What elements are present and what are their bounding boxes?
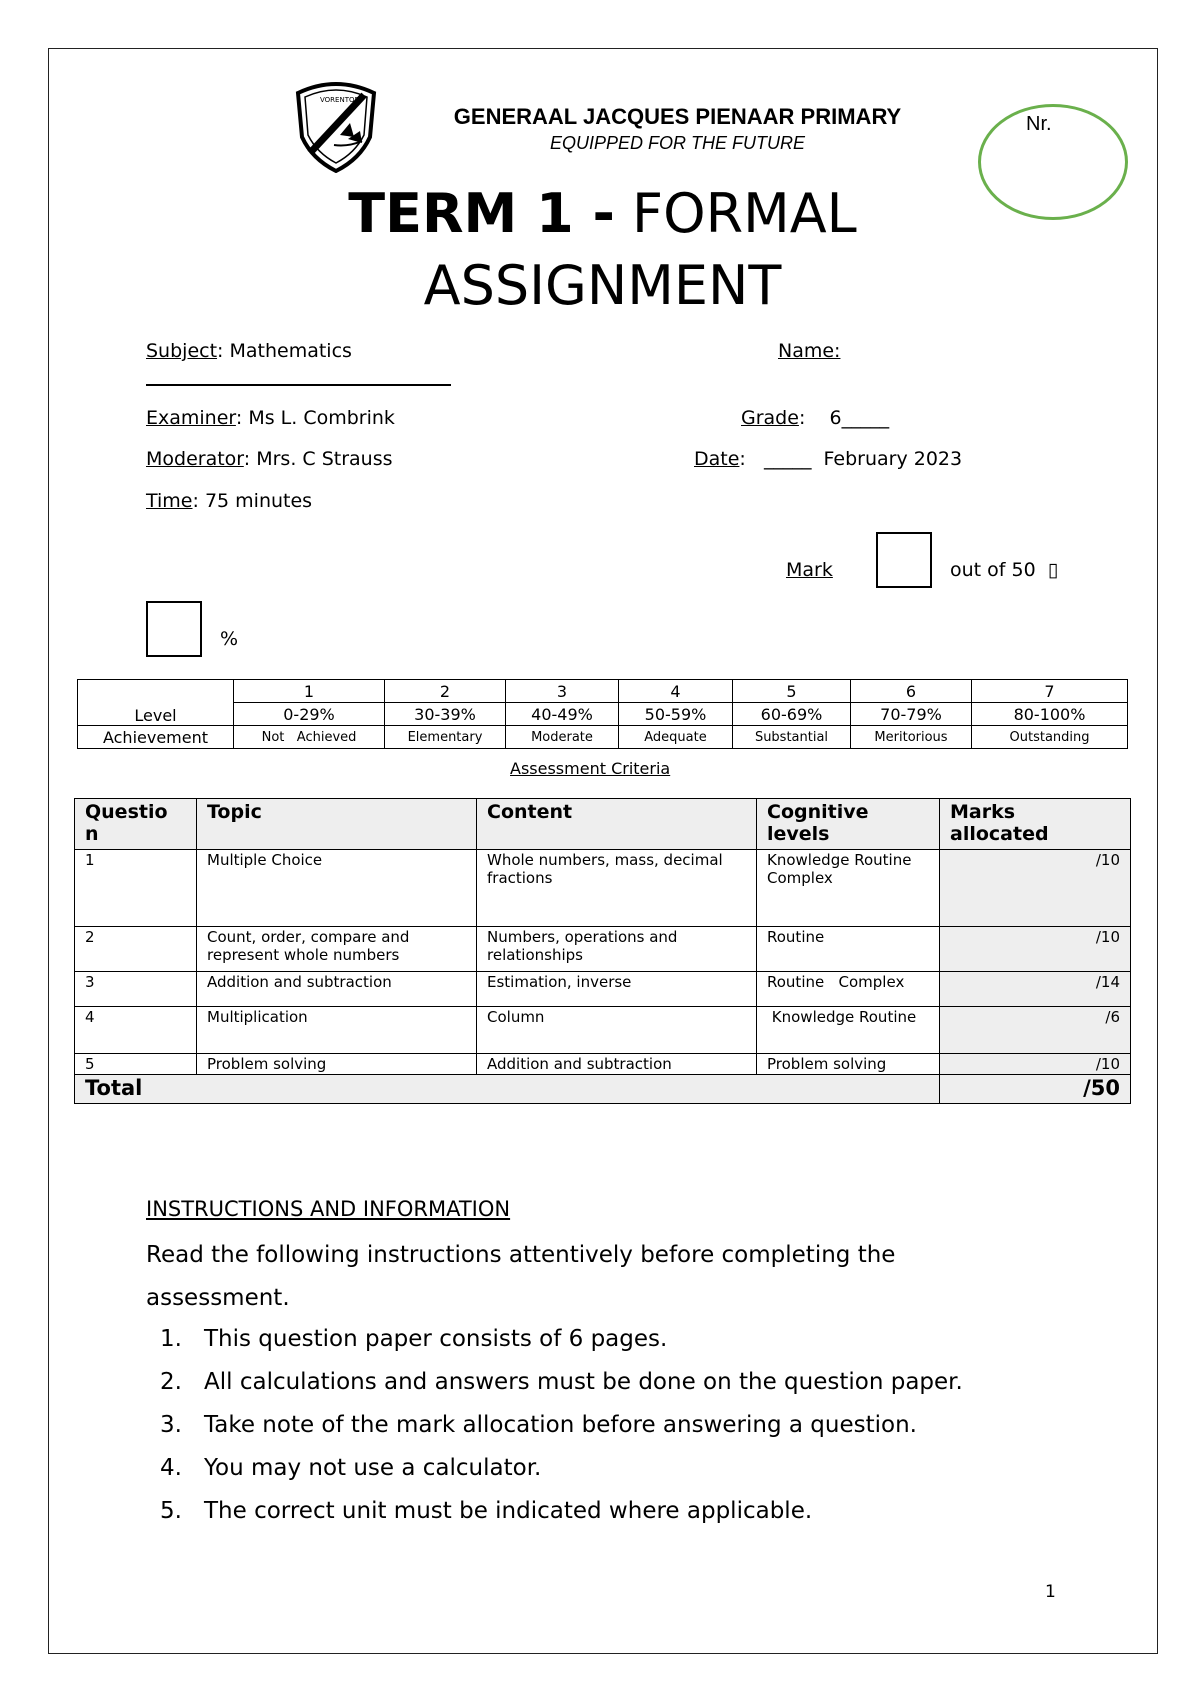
table-row	[75, 850, 1131, 927]
topic-cell: Problem solving	[197, 1054, 477, 1075]
level-range: 80-100%	[972, 703, 1128, 726]
level-description: Not Achieved	[234, 726, 385, 749]
title-assignment: ASSIGNMENT	[423, 254, 782, 317]
instruction-text: All calculations and answers must be done on the question paper.	[204, 1369, 963, 1395]
column-header: Content	[477, 799, 757, 850]
instruction-text: This question paper consists of 6 pages.	[204, 1326, 668, 1352]
question-cell: 4	[75, 1007, 197, 1054]
title-formal: FORMAL	[614, 182, 857, 245]
instruction-text: Take note of the mark allocation before answering a question.	[204, 1412, 917, 1438]
number-circle	[978, 104, 1128, 220]
examiner-field	[146, 407, 395, 429]
level-range: 40-49%	[506, 703, 619, 726]
column-header: Questio n	[75, 799, 197, 850]
school-name: GENERAAL JACQUES PIENAAR PRIMARY	[453, 104, 902, 129]
grade-label: Grade	[741, 407, 799, 429]
cognitive-cell: Routine Complex	[757, 972, 940, 1007]
level-number: 1	[234, 680, 385, 703]
list-item: 1. This question paper consists of 6 pages.	[160, 1318, 963, 1361]
cognitive-cell: Knowledge Routine Complex	[757, 850, 940, 927]
topic-cell: Addition and subtraction	[197, 972, 477, 1007]
level-range: 50-59%	[619, 703, 733, 726]
level-description: Adequate	[619, 726, 733, 749]
level-number: 3	[506, 680, 619, 703]
examiner-label: Examiner	[146, 407, 236, 429]
date-label: Date	[694, 448, 740, 470]
crest-motto: VORENTOE	[320, 96, 359, 104]
total-label: Total	[75, 1075, 940, 1104]
name-answer-line[interactable]	[146, 384, 451, 386]
table-row	[75, 972, 1131, 1007]
school-crest-logo	[290, 75, 382, 173]
cognitive-cell: Problem solving	[757, 1054, 940, 1075]
percent-label: %	[220, 628, 239, 650]
column-header: Topic	[197, 799, 477, 850]
percent-box[interactable]	[146, 601, 202, 657]
level-number: 7	[972, 680, 1128, 703]
level-number: 5	[733, 680, 851, 703]
content-cell: Column	[477, 1007, 757, 1054]
date-value: : _____ February 2023	[739, 448, 963, 470]
table-row	[75, 1007, 1131, 1054]
achievement-levels-table	[77, 679, 1128, 749]
level-description: Substantial	[733, 726, 851, 749]
question-cell: 5	[75, 1054, 197, 1075]
marks-cell: /10	[940, 850, 1131, 927]
level-label: Level	[78, 680, 234, 726]
page-number: 1	[1045, 1582, 1056, 1602]
subject-label: Subject	[146, 340, 218, 362]
instruction-text: You may not use a calculator.	[204, 1455, 542, 1481]
marks-cell: /14	[940, 972, 1131, 1007]
list-item: 2. All calculations and answers must be done on the question paper.	[160, 1361, 963, 1404]
moderator-label: Moderator	[146, 448, 244, 470]
topic-cell: Count, order, compare and represent whole numbers	[197, 927, 477, 972]
list-item: 3. Take note of the mark allocation before answering a question.	[160, 1404, 963, 1447]
assessment-criteria-caption: Assessment Criteria	[510, 759, 671, 778]
mark-box[interactable]	[876, 532, 932, 588]
examiner-value: : Ms L. Combrink	[235, 407, 395, 429]
moderator-field	[146, 448, 393, 470]
level-number: 4	[619, 680, 733, 703]
column-header: Cognitive levels	[757, 799, 940, 850]
subject-value: : Mathematics	[217, 340, 352, 362]
grade-field[interactable]	[741, 407, 889, 429]
marks-cell: /6	[940, 1007, 1131, 1054]
table-row	[75, 1054, 1131, 1075]
number-label: Nr.	[1026, 113, 1052, 135]
level-range: 30-39%	[385, 703, 506, 726]
total-value: /50	[940, 1075, 1131, 1104]
marks-cell: /10	[940, 1054, 1131, 1075]
content-cell: Whole numbers, mass, decimal fractions	[477, 850, 757, 927]
level-range: 60-69%	[733, 703, 851, 726]
title-term: TERM 1 -	[348, 182, 615, 245]
instructions-title: INSTRUCTIONS AND INFORMATION	[146, 1197, 511, 1221]
assessment-criteria-table	[74, 798, 1131, 1104]
level-description: Meritorious	[851, 726, 972, 749]
cognitive-cell: Routine	[757, 927, 940, 972]
list-item: 5. The correct unit must be indicated where applicable.	[160, 1490, 963, 1533]
list-item: 4. You may not use a calculator.	[160, 1447, 963, 1490]
question-cell: 3	[75, 972, 197, 1007]
content-cell: Estimation, inverse	[477, 972, 757, 1007]
level-number: 6	[851, 680, 972, 703]
level-range: 70-79%	[851, 703, 972, 726]
subject-field	[146, 340, 352, 362]
level-range: 0-29%	[234, 703, 385, 726]
name-label: Name:	[778, 340, 841, 362]
question-cell: 1	[75, 850, 197, 927]
topic-cell: Multiple Choice	[197, 850, 477, 927]
level-description: Moderate	[506, 726, 619, 749]
school-motto: EQUIPPED FOR THE FUTURE	[549, 133, 805, 153]
grade-value: : 6_____	[798, 407, 890, 429]
time-value: : 75 minutes	[192, 490, 313, 512]
content-cell: Addition and subtraction	[477, 1054, 757, 1075]
time-field	[146, 490, 312, 512]
instruction-text: The correct unit must be indicated where applicable.	[204, 1498, 813, 1524]
date-field[interactable]	[694, 448, 962, 470]
out-of-label: out of 50 ▯	[950, 559, 1059, 581]
cognitive-cell: Knowledge Routine	[757, 1007, 940, 1054]
moderator-value: : Mrs. C Strauss	[243, 448, 393, 470]
time-label: Time	[146, 490, 193, 512]
level-description: Elementary	[385, 726, 506, 749]
total-row	[75, 1075, 1131, 1104]
column-header: Marks allocated	[940, 799, 1131, 850]
instructions-intro: Read the following instructions attentively before completing the assessment.	[146, 1242, 896, 1311]
table-row	[75, 927, 1131, 972]
marks-cell: /10	[940, 927, 1131, 972]
level-description: Outstanding	[972, 726, 1128, 749]
instructions-list	[160, 1318, 963, 1533]
content-cell: Numbers, operations and relationships	[477, 927, 757, 972]
page-title	[230, 178, 975, 322]
level-number: 2	[385, 680, 506, 703]
mark-label: Mark	[786, 559, 833, 581]
question-cell: 2	[75, 927, 197, 972]
topic-cell: Multiplication	[197, 1007, 477, 1054]
achievement-label: Achievement	[78, 726, 234, 749]
